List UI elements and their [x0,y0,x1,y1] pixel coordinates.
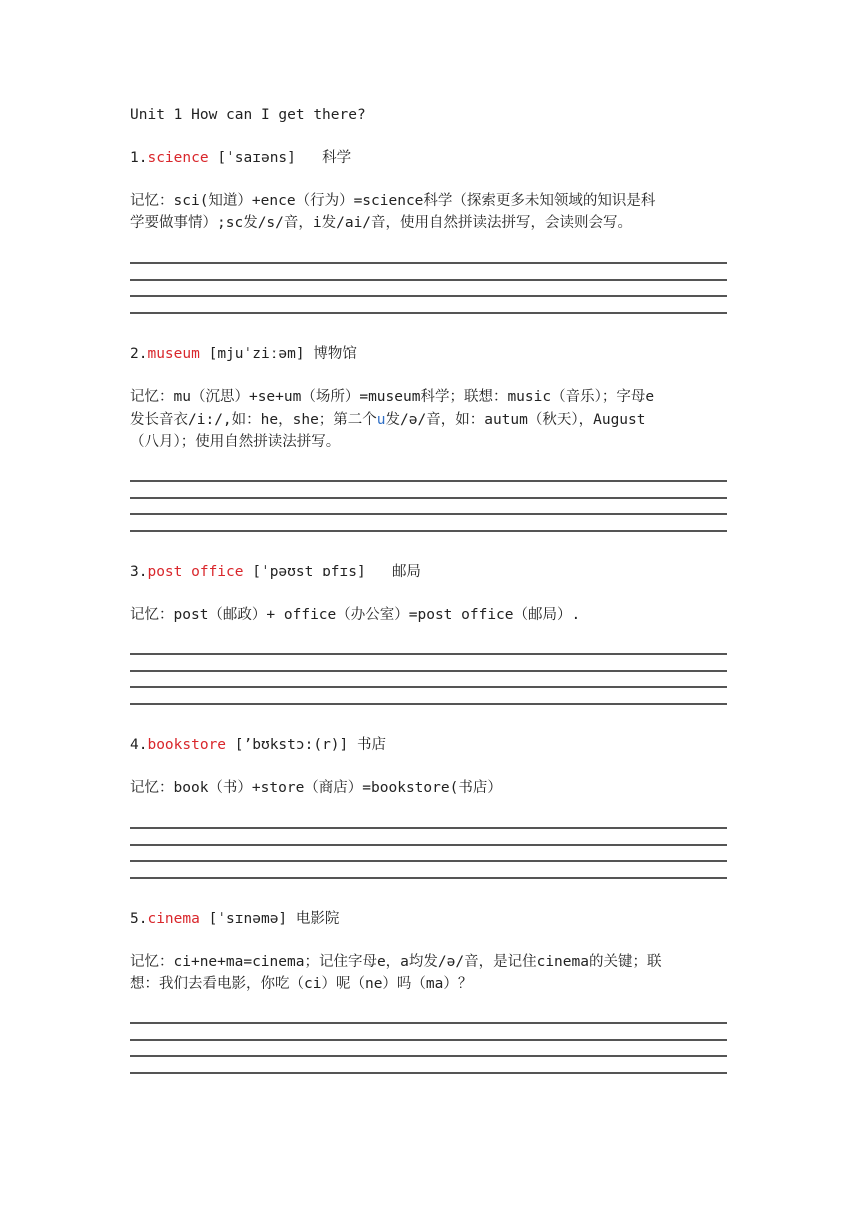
writing-line [130,480,727,482]
entry-heading-cinema [130,908,730,930]
entry-number: 5. [130,911,148,927]
entry-number: 3. [130,564,148,580]
memo-line: （八月）；使用自然拼读法拼写。 [130,434,341,450]
memo-line: 记忆：post（邮政）+ office（办公室）=post office（邮局）. [130,607,581,623]
writing-line [130,670,727,672]
entry-heading-bookstore [130,734,730,756]
vocab-word: bookstore [147,737,227,753]
memo-line [130,409,730,431]
writing-line [130,1039,727,1041]
memo-line: 记忆：sci(知道）+ence（行为）=science科学（探索更多未知领域的知识是科 [130,193,656,209]
vocab-word: museum [147,346,200,362]
writing-line [130,497,727,499]
memo-line: 学要做事情）;sc发/s/音，i发/ai/音，使用自然拼读法拼写，会读则会写。 [130,215,633,231]
writing-line [130,1072,727,1074]
writing-line [130,703,727,705]
memo-line: 记忆：ci+ne+ma=cinema；记住字母e，a均发/ə/音，是记住cinema的关键；联 [130,954,662,970]
phonetic: [mjuˈziːəm] [208,346,305,362]
memo-line: 记忆：book（书）+store（商店）=bookstore(书店） [130,780,502,796]
meaning: 邮局 [391,564,421,580]
writing-line [130,312,727,314]
writing-line [130,877,727,879]
vocab-word: science [147,150,209,166]
entry-number: 1. [130,150,148,166]
writing-line [130,1022,727,1024]
writing-line [130,262,727,264]
entry-heading-museum [130,343,730,365]
entry-heading-post-office [130,561,730,583]
memo-line: 记忆：mu（沉思）+se+um（场所）=museum科学；联想：music（音乐）；字母e [130,389,655,405]
writing-line [130,844,727,846]
entry-heading-science [130,147,730,169]
phonetic: [’bʊkstɔ:(r)] [234,737,349,753]
highlight-letter: u [376,412,386,428]
phonetic: [ˈpəʊst ɒfɪs] [252,564,366,580]
meaning: 博物馆 [313,346,357,362]
vocab-word: cinema [147,911,200,927]
entry-number: 2. [130,346,148,362]
writing-line [130,513,727,515]
memo-line: 想：我们去看电影，你吃（ci）呢（ne）吗（ma）？ [130,976,473,992]
phonetic: [ˈsɪnəmə] [208,911,288,927]
writing-line [130,860,727,862]
writing-line [130,295,727,297]
memo-text: 发长音衣/i:/,如：he，she；第二个 [130,412,377,428]
entry-number: 4. [130,737,148,753]
phonetic: [ˈsaɪəns] [217,150,296,166]
writing-line [130,653,727,655]
meaning: 电影院 [295,911,340,927]
writing-line [130,279,727,281]
writing-line [130,530,727,532]
meaning: 科学 [322,150,352,166]
memo-text: 发/ə/音，如：autum（秋天），August [385,412,646,428]
writing-line [130,827,727,829]
writing-line [130,686,727,688]
writing-line [130,1055,727,1057]
vocab-word: post office [147,564,244,580]
unit-title: Unit 1 How can I get there? [130,107,366,123]
meaning: 书店 [357,737,387,753]
